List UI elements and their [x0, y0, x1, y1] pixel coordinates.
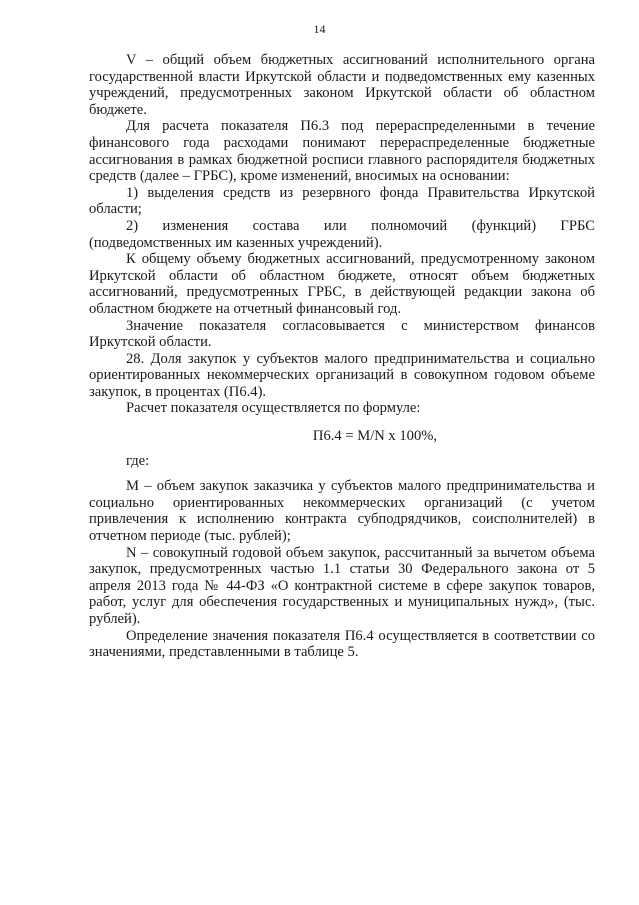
list-item-2: 2) изменения состава или полномочий (функций) ГРБС (подведомственных им казенных учреждений).	[89, 217, 595, 251]
list-item-1: 1) выделения средств из резервного фонда Правительства Иркутской области;	[89, 184, 595, 218]
paragraph-total-volume: К общему объему бюджетных ассигнований, предусмотренному законом Иркутской области об областном бюджете, относят объем бюджетных ассигнований, предусмотренных ГРБС, в действующей редакции закона об областном бюджете на отчетный финансовый год.	[89, 251, 595, 317]
page-number: 14	[313, 22, 326, 36]
paragraph-conclusion: Определение значения показателя П6.4 осуществляется в соответствии со значениями, представленными в таблице 5.	[89, 627, 595, 661]
paragraph-where: где:	[126, 452, 150, 469]
paragraph-agreement: Значение показателя согласовывается с министерством финансов Иркутской области.	[89, 317, 595, 351]
paragraph-item-28: 28. Доля закупок у субъектов малого предпринимательства и социально ориентированных некоммерческих организаций в совокупном годовом объеме закупок, в процентах (П6.4).	[89, 350, 595, 400]
formula: П6.4 = M/N x 100%,	[312, 428, 438, 445]
document-body	[89, 52, 595, 661]
paragraph-p63-intro: Для расчета показателя П6.3 под перераспределенными в течение финансового года расходами понимают перераспределенные бюджетные ассигнования в рамках бюджетной росписи главного распорядителя бюджетных средств (далее – ГРБС), кроме изменений, вносимых на основании:	[89, 118, 595, 185]
paragraph-n-definition: N – совокупный годовой объем закупок, рассчитанный за вычетом объема закупок, предусмотренных частью 1.1 статьи 30 Федерального закона от 5 апреля 2013 года № 44-ФЗ «О контрактной системе в сфере закупок товаров, работ, услуг для обеспечения государственных и муниципальных нужд», (тыс. рублей).	[89, 544, 595, 627]
paragraph-m-definition: M – объем закупок заказчика у субъектов малого предпринимательства и социально ориентированных некоммерческих организаций (с учетом привлечения к исполнению контракта субподрядчиков, соисполнителей) в отчетном периоде (тыс. рублей);	[89, 478, 595, 545]
paragraph-calc-intro: Расчет показателя осуществляется по формуле:	[126, 400, 421, 417]
paragraph-v-definition: V – общий объем бюджетных ассигнований исполнительного органа государственной власти Иркутской области и подведомственных ему казенных учреждений, предусмотренных законом Иркутской области об областном бюджете.	[89, 52, 595, 118]
